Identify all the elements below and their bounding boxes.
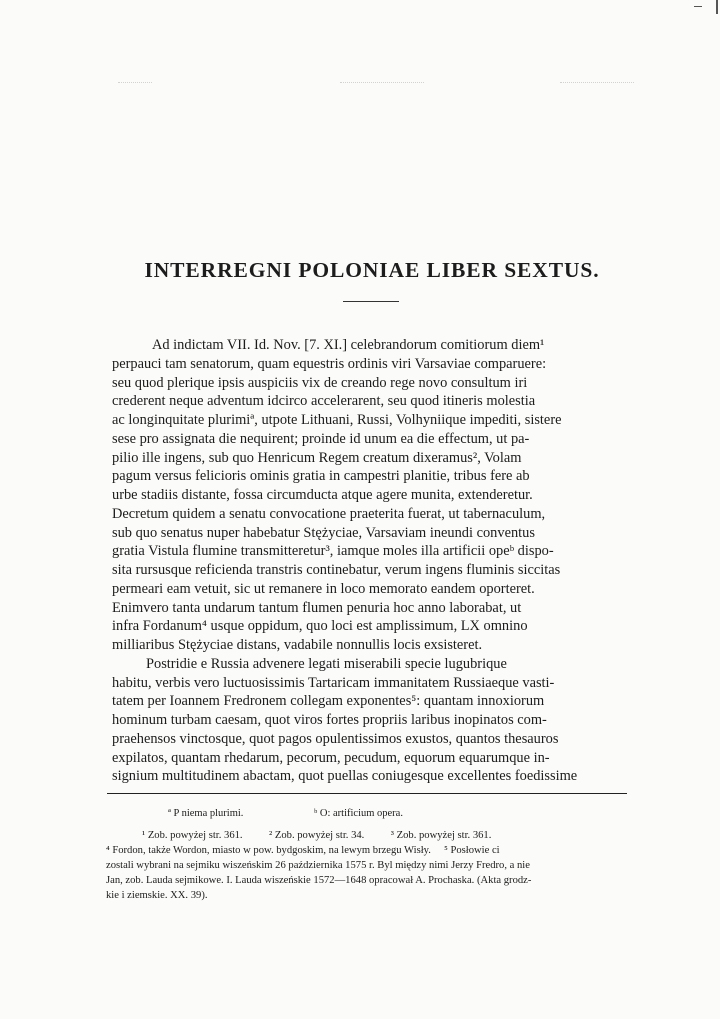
text-line: crederent neque adventum idcirco accelerarent, seu quod itineris molestia (112, 393, 536, 410)
text-line: gratia Vistula flumine transmitteretur³, iamque moles illa artificii opeᵇ dispo- (112, 543, 554, 560)
text-line: Ad indictam VII. Id. Nov. [7. XI.] celebrandorum comitiorum diem¹ (152, 337, 545, 353)
text-line: Decretum quidem a senatu convocatione praeterita fuerat, ut tabernaculum, (112, 505, 546, 522)
footnote-divider (107, 793, 627, 794)
text-line: pilio ille ingens, sub quo Henricum Regem creatum dixeramus², Volam (112, 449, 522, 466)
footnote-line: ⁴ Fordon, także Wordon, miasto w pow. bydgoskim, na lewym brzegu Wisły. ⁵ Posłowie ci (106, 845, 500, 856)
title-divider (343, 301, 399, 302)
footnote-line: kie i ziemskie. XX. 39). (106, 890, 208, 901)
scan-edge-mark (694, 6, 702, 7)
text-line: signium multitudinem abactam, quot puellas coniugesque excellentes foedissime (112, 768, 578, 785)
text-line: infra Fordanum⁴ usque oppidum, quo loci est amplissimum, LX omnino (112, 618, 528, 635)
footnote-line: zostali wybrani na sejmiku wiszeńskim 26 października 1575 r. Byl między nimi Jerzy Fredro, a nie (106, 860, 530, 871)
text-line: hominum turbam caesam, quot viros fortes propriis laribus inopinatos com- (112, 712, 547, 728)
bleed-through-mark (560, 82, 634, 93)
text-line: seu quod plerique ipsis auspiciis vix de creando rege novo consultum iri (112, 374, 528, 391)
text-line: habitu, verbis vero luctuosissimis Tartaricam immanitatem Russiaeque vasti- (112, 674, 555, 691)
text-line: ac longinquitate plurimiª, utpote Lithuani, Russi, Volhyniique impediti, sistere (112, 412, 562, 428)
critical-note: ª P niema plurimi. (168, 808, 244, 819)
text-line: sita rursusque reficienda transtris continebatur, verum ingens fluminis siccitas (112, 562, 561, 578)
text-line: Enimvero tanta undarum tantum flumen penuria hoc anno laborabat, ut (112, 599, 522, 616)
text-line: urbe stadiis distante, fossa circumducta atque agere munita, extenderetur. (112, 487, 533, 503)
footnote-line: Jan, zob. Lauda sejmikowe. I. Lauda wiszeńskie 1572—1648 opracował A. Prochaska. (Akta grodz- (106, 875, 532, 886)
footnote-line: ¹ Zob. powyżej str. 361. ² Zob. powyżej str. 34. ³ Zob. powyżej str. 361. (142, 830, 492, 841)
main-text (112, 336, 626, 786)
text-line: sese pro assignata die nequirent; proinde id unum ea die effectum, ut pa- (112, 430, 530, 447)
text-line: tatem per Ioannem Fredronem collegam exponentes⁵: quantam innoxiorum (112, 693, 545, 710)
text-line: pagum versus felicioris ominis gratia in campestri planitie, tribus fere ab (112, 468, 530, 485)
bleed-through-mark (340, 82, 424, 93)
text-line: milliaribus Stężyciae distans, vadabile nonnullis locis exsisteret. (112, 637, 483, 653)
text-line: Postridie e Russia advenere legati miserabili specie lugubrique (146, 655, 507, 672)
scan-edge-mark (716, 0, 718, 14)
bleed-through-mark (118, 82, 152, 93)
critical-note: ᵇ O: artificium opera. (314, 808, 403, 819)
footnotes (106, 828, 624, 903)
text-line: perpauci tam senatorum, quam equestris ordinis viri Varsaviae comparuere: (112, 355, 547, 372)
text-line: expilatos, quantam rhedarum, pecorum, pecudum, equorum equarumque in- (112, 749, 550, 766)
text-line: sub quo senatus nuper habebatur Stężyciae, Varsaviam ineundi conventus (112, 524, 535, 541)
text-line: permeari eam vetuit, sic ut remanere in loco memorato eandem oporteret. (112, 580, 535, 597)
text-line: praehensos vinctosque, quot pagos opulentissimos exustos, quantos thesauros (112, 730, 559, 747)
page-title: INTERREGNI POLONIAE LIBER SEXTUS. (144, 258, 600, 282)
